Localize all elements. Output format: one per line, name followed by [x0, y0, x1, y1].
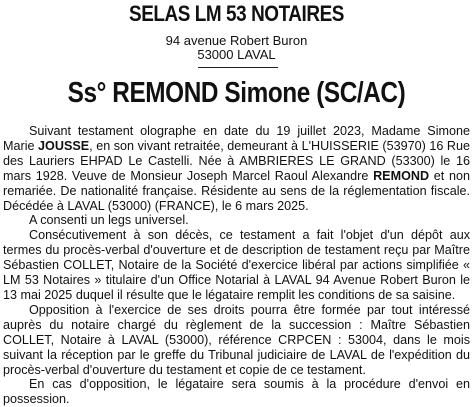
notice-title: Ss° REMOND Simone (SC/AC)	[67, 77, 406, 109]
maiden-name: JOUSSE	[38, 138, 90, 153]
paragraph-opposition: Opposition à l'exercice de ses droits pourra être formée par tout intéressé auprès du notaire chargé du règlement de la succession : Maître Sébastien COLLET, Notaire à LAVAL (53000), référence CRPCEN : 53004, dans le mois suivant la réception par le greffe du Tribunal judiciaire de LAVAL de l'expédition du procès-verbal d'ouverture du testament et copie de ce testament.	[3, 302, 470, 377]
p1-text-b: , en son vivant retraitée, demeurant à L'HUISSERIE (53970) 16 Rue des Lauriers EHPAD Le Castelli. Née à AMBRIERES LE GRAND (53300) le 16 mars 1928. Veuve de Monsieur Joseph Marcel Raoul Alexandre	[3, 138, 471, 183]
firm-address: 94 avenue Robert Buron	[165, 33, 308, 48]
notary-firm-name: SELAS LM 53 NOTAIRES	[129, 1, 344, 26]
p1-text-a: Suivant testament olographe en date du 19 juillet 2023, Madame Simone Marie	[3, 124, 470, 153]
paragraph-deposit: Consécutivement à son décès, ce testament a fait l'objet d'un dépôt aux termes du procès-verbal d'ouverture et de description de testament reçu par Maître Sébastien COLLET, Notaire de la Société d'exercice libéral par actions simplifiée « LM 53 Notaires » titulaire d'un Office Notarial à LAVAL 94 Avenue Robert Buron le 13 mai 2025 duquel il résulte que le légataire remplit les conditions de sa saisine.	[3, 228, 470, 302]
spouse-name: REMOND	[373, 168, 430, 183]
header-separator	[198, 67, 278, 68]
paragraph-legacy: A consenti un legs universel.	[29, 213, 189, 228]
firm-city: 53000 LAVAL	[197, 47, 276, 62]
paragraph-possession: En cas d'opposition, le légataire sera soumis à la procédure d'envoi en possession.	[3, 377, 470, 407]
notice-body	[3, 124, 470, 407]
paragraph-testament	[3, 124, 470, 213]
p1-text-c: et non remariée. De nationalité française. Résidente au sens de la réglementation fiscale. Décédée à LAVAL (53000) (FRANCE), le 6 mars 2025.	[3, 168, 471, 213]
